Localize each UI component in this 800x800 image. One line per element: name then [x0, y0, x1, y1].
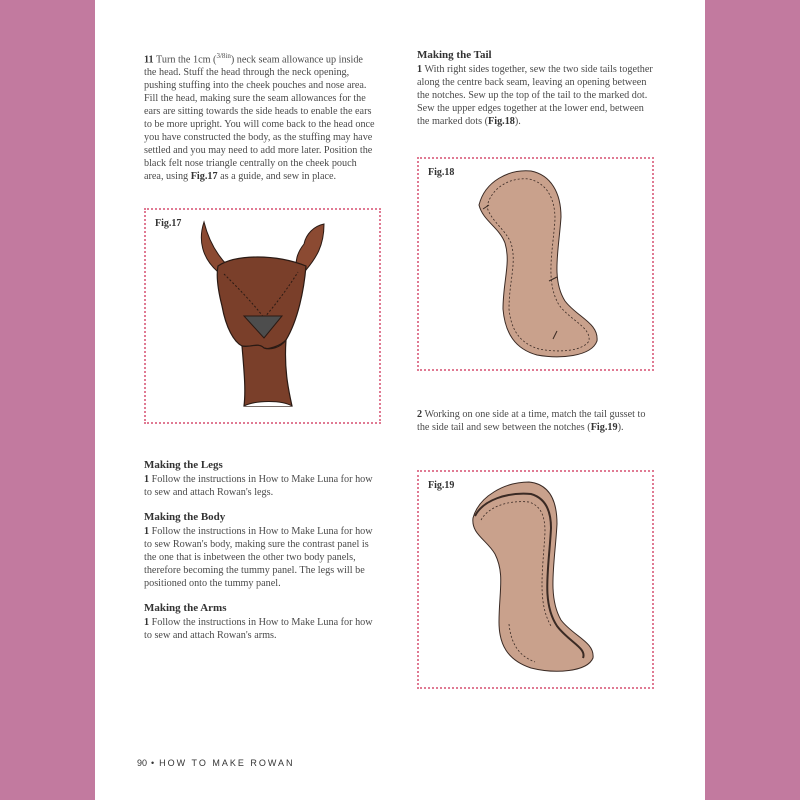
step-number: 11 [144, 54, 154, 66]
step-11-paragraph: 11 Turn the 1cm ($^{3/8in}$) neck seam allowance up inside the head. Stuff the head through the neck opening, pushing stuffing into the cheek pouches and nose area. Fill the head, making sure the seam allowances for the ears are sitting towards the side heads to enable the ears to be more upright. You will come back to the head once you have constructed the body, as the stuffing may have settled and you may need to add more later. Position the black felt nose triangle centrally on the cheek pouch area, using Fig.17 as a guide, and sew in place. [144, 52, 375, 183]
figure-reference: Fig.19 [590, 422, 618, 433]
fraction: 3/8in [216, 52, 231, 60]
figure-label: Fig.17 [155, 218, 182, 229]
figure-18 [417, 157, 654, 371]
tail-step-2: 2 Working on one side at a time, match the tail gusset to the side tail and sew between the notches (Fig.19). [417, 409, 646, 433]
figure-19 [417, 470, 654, 689]
making-arms-section: Making the Arms 1 Follow the instructions in How to Make Luna for how to sew and attach Rowan's arms. [144, 601, 376, 642]
making-tail-section: Making the Tail 1 With right sides together, sew the two side tails together along the centre back seam, leaving an opening between the notches. Sew up the top of the tail to the marked dot. Sew the upper edges together at the lower end, between the marked dots (Fig.18). [417, 48, 655, 128]
bullet-separator: • [151, 758, 155, 768]
rowan-head-illustration [146, 210, 379, 422]
tail-gusset-illustration [419, 472, 652, 687]
left-column-sections [144, 458, 376, 653]
section-heading: Making the Legs [144, 459, 223, 471]
figure-reference: Fig.17 [190, 171, 218, 183]
figure-label: Fig.19 [428, 480, 455, 491]
running-title: HOW TO MAKE ROWAN [159, 758, 295, 768]
page-number: 90 [137, 758, 148, 768]
section-heading: Making the Tail [417, 49, 492, 61]
figure-reference: Fig.18 [488, 116, 515, 127]
section-heading: Making the Arms [144, 602, 227, 614]
tail-side-illustration [419, 159, 652, 369]
making-legs-section: Making the Legs 1 Follow the instructions in How to Make Luna for how to sew and attach Rowan's legs. [144, 458, 376, 499]
figure-17 [144, 208, 381, 424]
page-footer [137, 758, 295, 768]
making-body-section: Making the Body 1 Follow the instructions in How to Make Luna for how to sew Rowan's body, making sure the contrast panel is the one that is inbetween the other two body panels, therefore becoming the tummy panel. The legs will be positioned onto the tummy panel. [144, 510, 376, 590]
figure-label: Fig.18 [428, 167, 455, 178]
section-heading: Making the Body [144, 511, 226, 523]
